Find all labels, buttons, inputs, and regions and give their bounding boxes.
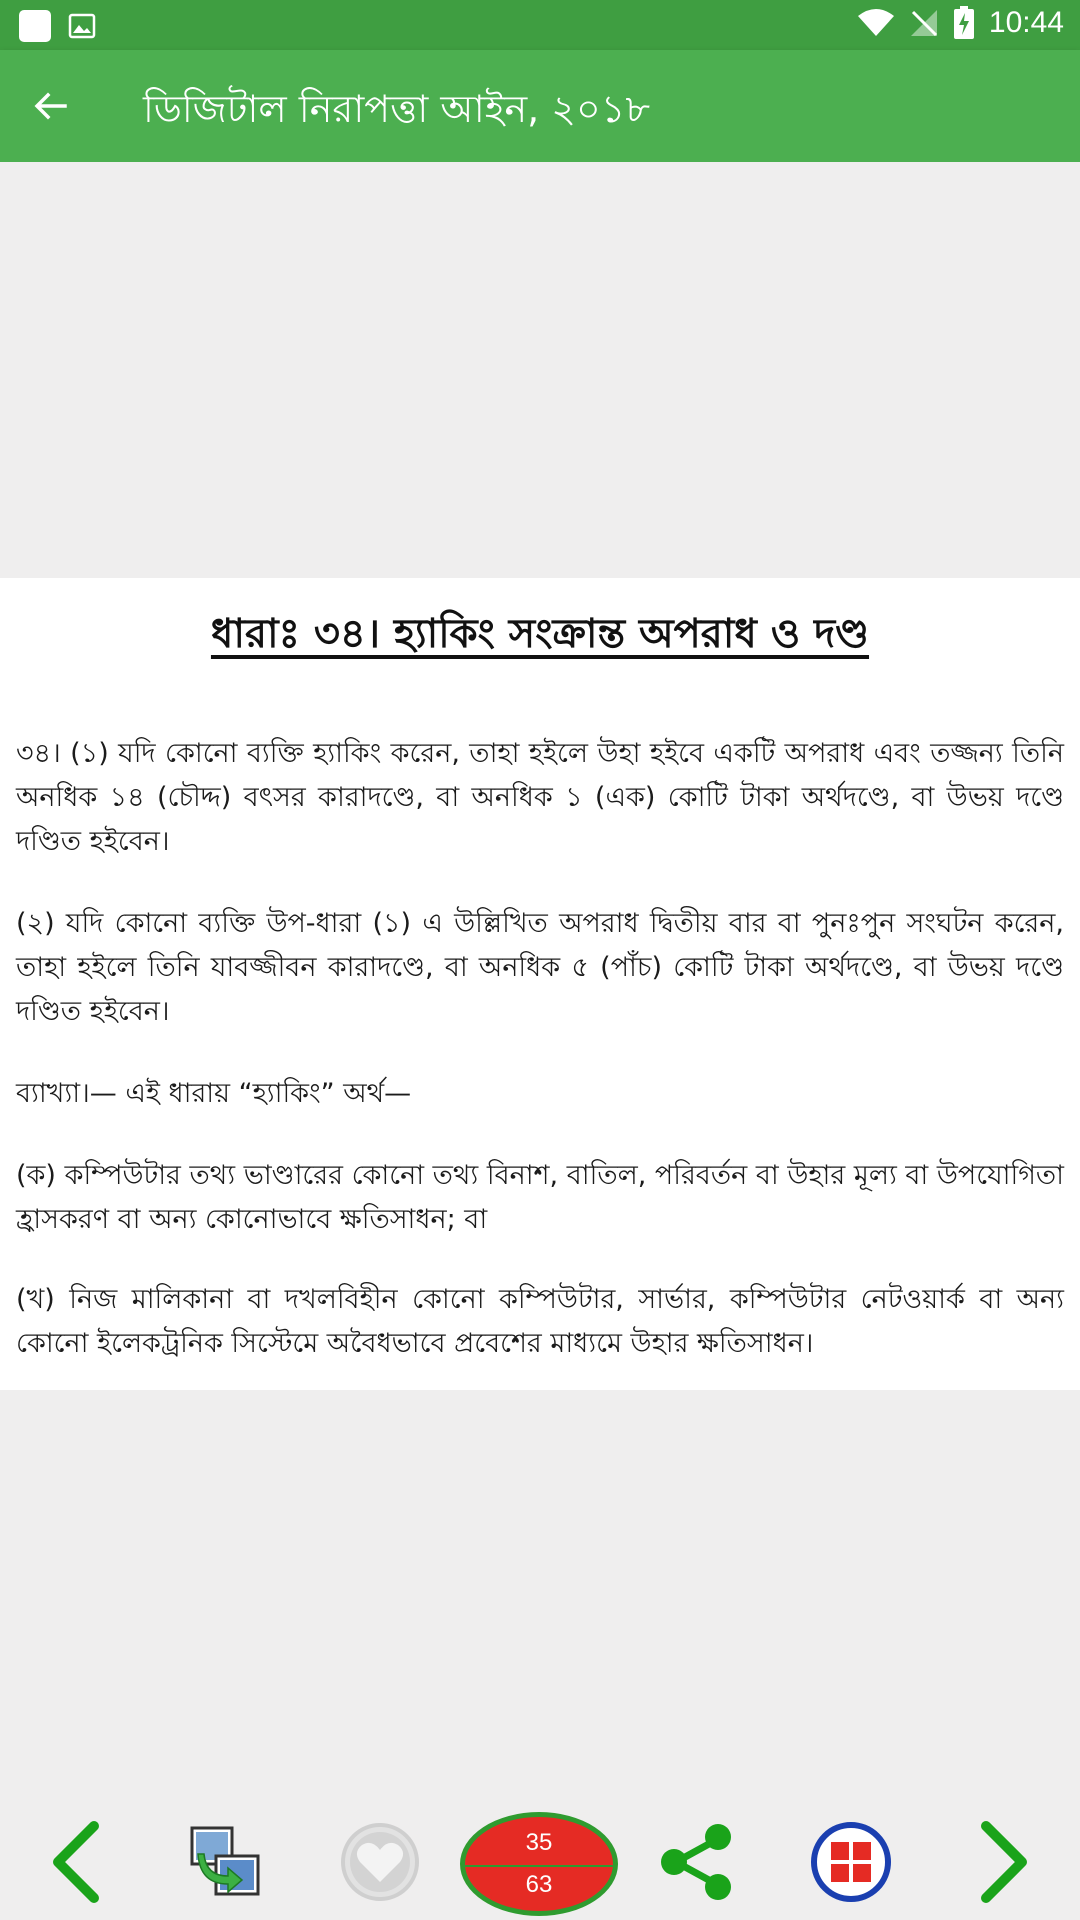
article-paragraph: (২) যদি কোনো ব্যক্তি উপ-ধারা (১) এ উল্লিখিত অপরাধ দ্বিতীয় বার বা পুনঃপুন সংঘটন করেন, তাহা হইলে তিনি যাবজ্জীবন কারাদণ্ডে, বা অনধিক ৫ (পাঁচ) কোটি টাকা অর্থদণ্ডে, বা উভয় দণ্ডে দণ্ডিত হইবেন। <box>16 908 1064 1027</box>
ad-placeholder <box>0 162 1080 578</box>
wifi-icon <box>857 8 895 38</box>
previous-icon <box>46 1820 106 1904</box>
next-button[interactable] <box>964 1814 1044 1910</box>
counter-current: 35 <box>525 1829 553 1856</box>
counter-total: 63 <box>525 1871 553 1898</box>
menu-grid-icon <box>810 1821 892 1903</box>
image-icon <box>68 12 96 40</box>
status-bar <box>0 0 1080 50</box>
app-bar <box>0 50 1080 162</box>
article-paragraph: ৩৪। (১) যদি কোনো ব্যক্তি হ্যাকিং করেন, তাহা হইলে উহা হইবে একটি অপরাধ এবং তজ্জন্য তিনি অনধিক ১৪ (চৌদ্দ) বৎসর কারাদণ্ডে, বা অনধিক ১ (এক) কোটি টাকা অর্থদণ্ডে, বা উভয় দণ্ডে দণ্ডিত হইবেন। <box>16 738 1064 857</box>
back-button[interactable] <box>22 78 78 134</box>
favorite-button[interactable] <box>338 1814 422 1910</box>
status-left-icons <box>18 9 96 43</box>
article-paragraph: (খ) নিজ মালিকানা বা দখলবিহীন কোনো কম্পিউটার, সার্ভার, কম্পিউটার নেটওয়ার্ক বা অন্য কোনো ইলেকট্রনিক সিস্টেমে অবৈধভাবে প্রবেশের মাধ্যমে উহার ক্ষতিসাধন। <box>16 1284 1064 1359</box>
share-button[interactable] <box>656 1814 742 1910</box>
goto-button[interactable] <box>184 1814 268 1910</box>
article-heading: ধারাঃ ৩৪। হ্যাকিং সংক্রান্ত অপরাধ ও দণ্ড <box>210 611 870 657</box>
article-paragraph: (ক) কম্পিউটার তথ্য ভাণ্ডারের কোনো তথ্য বিনাশ, বাতিল, পরিবর্তন বা উহার মূল্য বা উপযোগিতা হ্রাসকরণ বা অন্য কোনোভাবে ক্ষতিসাধন; বা <box>16 1160 1064 1235</box>
status-right-icons <box>857 6 1064 40</box>
bottom-toolbar <box>0 1800 1080 1920</box>
previous-button[interactable] <box>36 1814 116 1910</box>
app-title: ডিজিটাল নিরাপত্তা আইন, ২০১৮ <box>143 87 651 131</box>
favorite-heart-icon <box>340 1822 420 1902</box>
next-icon <box>974 1820 1034 1904</box>
no-signal-icon <box>909 8 939 38</box>
article-content <box>0 578 1080 1390</box>
battery-charging-icon <box>953 6 975 40</box>
status-time: 10:44 <box>988 6 1064 39</box>
arrow-left-icon <box>32 88 68 124</box>
goto-icon <box>188 1824 264 1900</box>
page-counter[interactable] <box>460 1812 618 1916</box>
counter-divider <box>465 1865 613 1867</box>
article-paragraph: ব্যাখ্যা।— এই ধারায় “হ্যাকিং” অর্থ— <box>16 1078 412 1109</box>
share-icon <box>658 1821 740 1903</box>
menu-button[interactable] <box>808 1814 894 1910</box>
notification-square-icon <box>18 9 52 43</box>
